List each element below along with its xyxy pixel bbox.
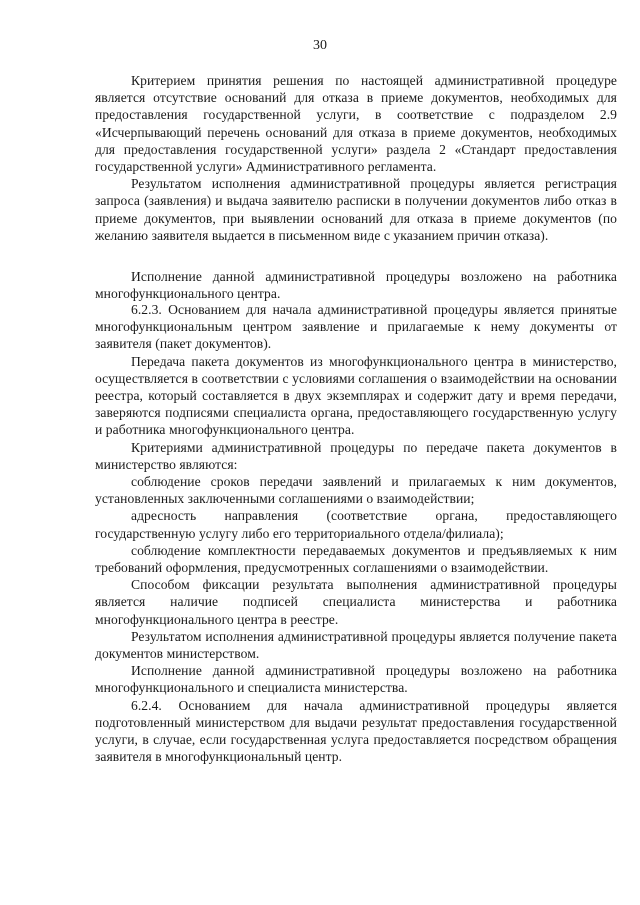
paragraph-6-2-3-basis: 6.2.3. Основанием для начала административной процедуры является принятые многофункциональным центром заявление и прилагаемые к нему документы от заявителя (пакет документов). bbox=[95, 302, 617, 352]
paragraph-criteria-transfer: Критериями административной процедуры по передаче пакета документов в министерство являются: bbox=[95, 439, 617, 472]
paragraph-6-2-4-basis: 6.2.4. Основанием для начала административной процедуры является подготовленный министерством для выдачи результат предоставления государственной услуги, в случае, если государственная услуга предоставляется посредством обращения заявителя в многофункциональный центр. bbox=[95, 697, 617, 765]
paragraph-execution-ministry: Исполнение данной административной процедуры возложено на работника многофункционального и специалиста министерства. bbox=[95, 663, 617, 696]
paragraph-criterion-deadlines: соблюдение сроков передачи заявлений и прилагаемых к ним документов, установленных заключенными соглашениями о взаимодействии; bbox=[95, 474, 617, 507]
page-number: 30 bbox=[313, 38, 327, 53]
paragraph-criterion-completeness: соблюдение комплектности передаваемых документов и предъявляемых к ним требований оформления, предусмотренных соглашениями о взаимодействии. bbox=[95, 542, 617, 576]
text-block-3 bbox=[95, 301, 617, 765]
paragraph-fixation-method: Способом фиксации результата выполнения административной процедуры является наличие подписей специалиста министерства и работника многофункционального центра в реестре. bbox=[95, 577, 617, 627]
paragraph-criterion-acceptance: Критерием принятия решения по настоящей административной процедуре является отсутствие оснований для отказа в приеме документов, необходимых для предоставления государственной услуги, в соответствие с подразделом 2.9 «Исчерпывающий перечень оснований для отказа в приеме документов, необходимых для предоставления государственной услуги» раздела 2 «Стандарт предоставления государственной услуги» Административного регламента. bbox=[95, 73, 617, 175]
paragraph-execution-mfc: Исполнение данной административной процедуры возложено на работника многофункционального центра. bbox=[95, 269, 617, 302]
paragraph-criterion-addressing: адресность направления (соответствие органа, предоставляющего государственную услугу либо его территориального отдела/филиала); bbox=[95, 508, 617, 541]
paragraph-result-registration: Результатом исполнения административной процедуры является регистрация запроса (заявления) и выдача заявителю расписки в получении документов либо отказ в приеме документов, при выявлении оснований для отказа в приеме документов (по желанию заявителя выдается в письменном виде с указанием причин отказа). bbox=[95, 176, 617, 243]
text-block-2 bbox=[95, 268, 617, 302]
paragraph-transfer-package: Передача пакета документов из многофункционального центра в министерство, осуществляется в соответствии с условиями соглашения о взаимодействии на основании реестра, который составляется в двух экземплярах и содержит дату и время передачи, заверяются подписями специалиста органа, предоставляющего государственную услугу и работника многофункционального центра. bbox=[95, 353, 617, 438]
text-block-1 bbox=[95, 72, 617, 244]
paragraph-result-receipt: Результатом исполнения административной процедуры является получение пакета документов министерством. bbox=[95, 628, 617, 662]
